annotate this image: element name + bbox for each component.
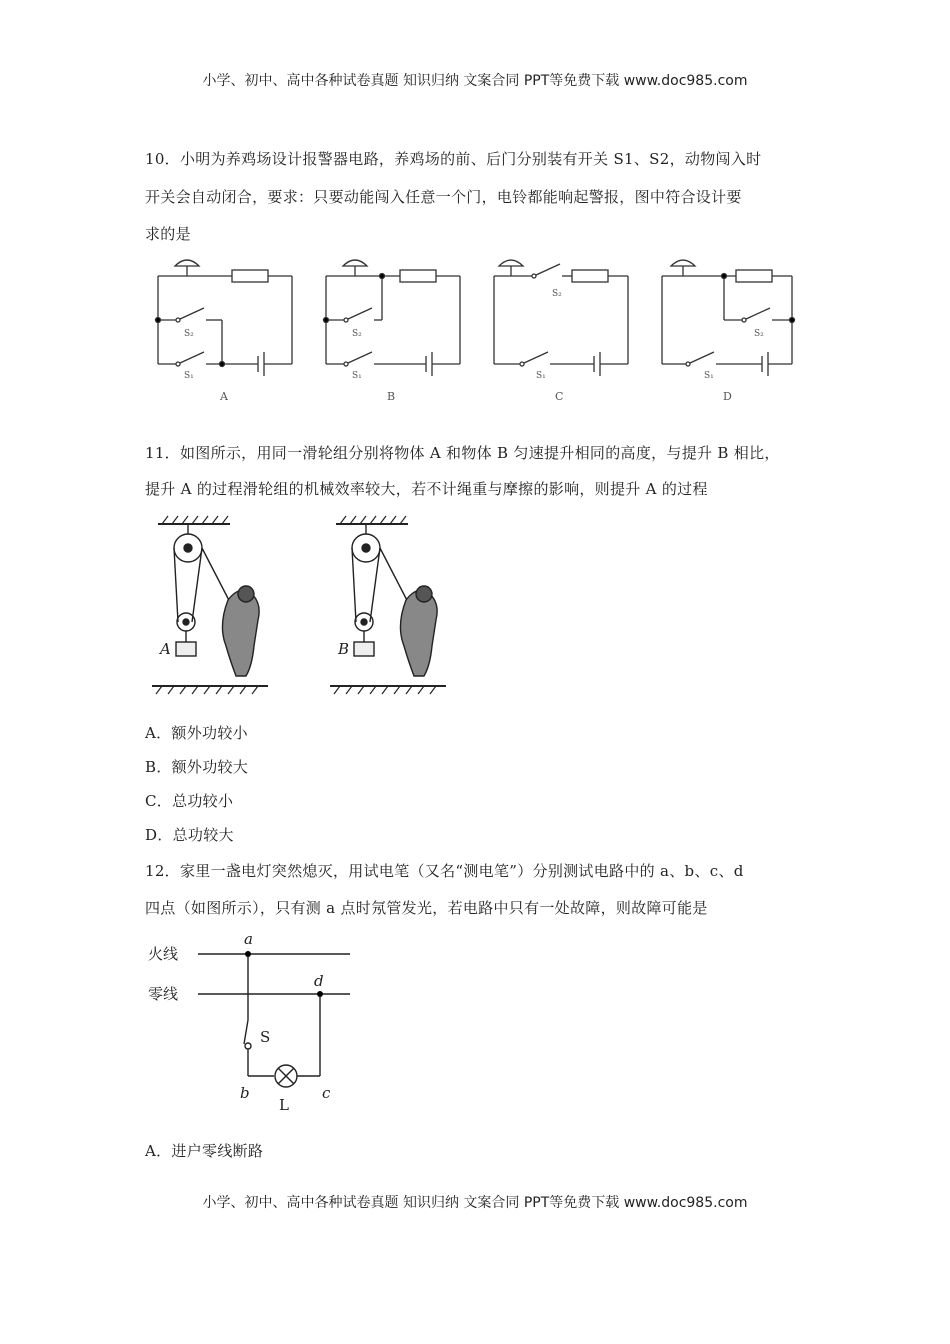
live-wire-label: 火线 [148, 945, 179, 963]
q12-line-2: 四点（如图所示），只有测 a 点时氖管发光，若电路中只有一处故障，则故障可能是 [145, 899, 708, 917]
q10-line-2: 开关会自动闭合，要求：只要动能闯入任意一个门，电铃都能响起警报，图中符合设计要 [145, 188, 742, 206]
page-footer: 小学、初中、高中各种试卷真题 知识归纳 文案合同 PPT等免费下载 www.doc985.com [202, 1195, 748, 1211]
option-d-label: D [723, 390, 732, 403]
option-b-label: B [387, 390, 396, 403]
b-s1-label: S₁ [352, 371, 362, 381]
a-s1-label: S₁ [184, 371, 194, 381]
point-b-label: b [240, 1084, 250, 1102]
a-s2-label: S₂ [184, 329, 194, 339]
circuit-d [662, 260, 795, 376]
pulley-setup-a [152, 516, 268, 694]
circuit-a [156, 260, 293, 376]
point-a-label: a [244, 930, 253, 948]
d-s2-label: S₂ [754, 329, 764, 339]
q10-circuit-figure [140, 252, 820, 410]
q11-option-b: B．额外功较大 [145, 758, 249, 776]
q11-option-d: D．总功较大 [145, 826, 234, 844]
c-s1-label: S₁ [536, 371, 546, 381]
lamp-l-label: L [279, 1096, 289, 1114]
q11-option-a: A．额外功较小 [145, 724, 248, 742]
circuit-c [494, 260, 628, 376]
q12-circuit-figure [140, 928, 370, 1120]
page-header: 小学、初中、高中各种试卷真题 知识归纳 文案合同 PPT等免费下载 www.doc985.com [202, 73, 748, 89]
b-s2-label: S₂ [352, 329, 362, 339]
q11-pulley-figure [148, 510, 448, 700]
q10-line-3: 求的是 [145, 225, 191, 243]
q11-line-1: 11．如图所示，用同一滑轮组分别将物体 A 和物体 B 匀速提升相同的高度，与提升 B 相比， [145, 444, 780, 462]
option-c-label: C [555, 390, 564, 403]
option-a-label: A [220, 390, 228, 403]
d-s1-label: S₁ [704, 371, 714, 381]
q11-line-2: 提升 A 的过程滑轮组的机械效率较大，若不计绳重与摩擦的影响，则提升 A 的过程 [145, 480, 708, 498]
c-s2-label: S₂ [552, 289, 562, 299]
label-object-a: A [160, 640, 171, 658]
q11-option-c: C．总功较小 [145, 792, 234, 810]
neutral-wire-label: 零线 [148, 985, 179, 1003]
pulley-setup-b [330, 516, 446, 694]
point-c-label: c [322, 1084, 331, 1102]
switch-s-label: S [260, 1028, 271, 1046]
q10-line-1: 10．小明为养鸡场设计报警器电路，养鸡场的前、后门分别装有开关 S1、S2，动物闯入时 [145, 150, 762, 168]
q12-line-1: 12．家里一盏电灯突然熄灭，用试电笔（又名“测电笔”）分别测试电路中的 a、b、c、d [145, 862, 744, 880]
q12-option-a: A．进户零线断路 [145, 1142, 264, 1160]
circuit-b [324, 260, 461, 376]
point-d-label: d [314, 972, 324, 990]
label-object-b: B [338, 640, 350, 658]
